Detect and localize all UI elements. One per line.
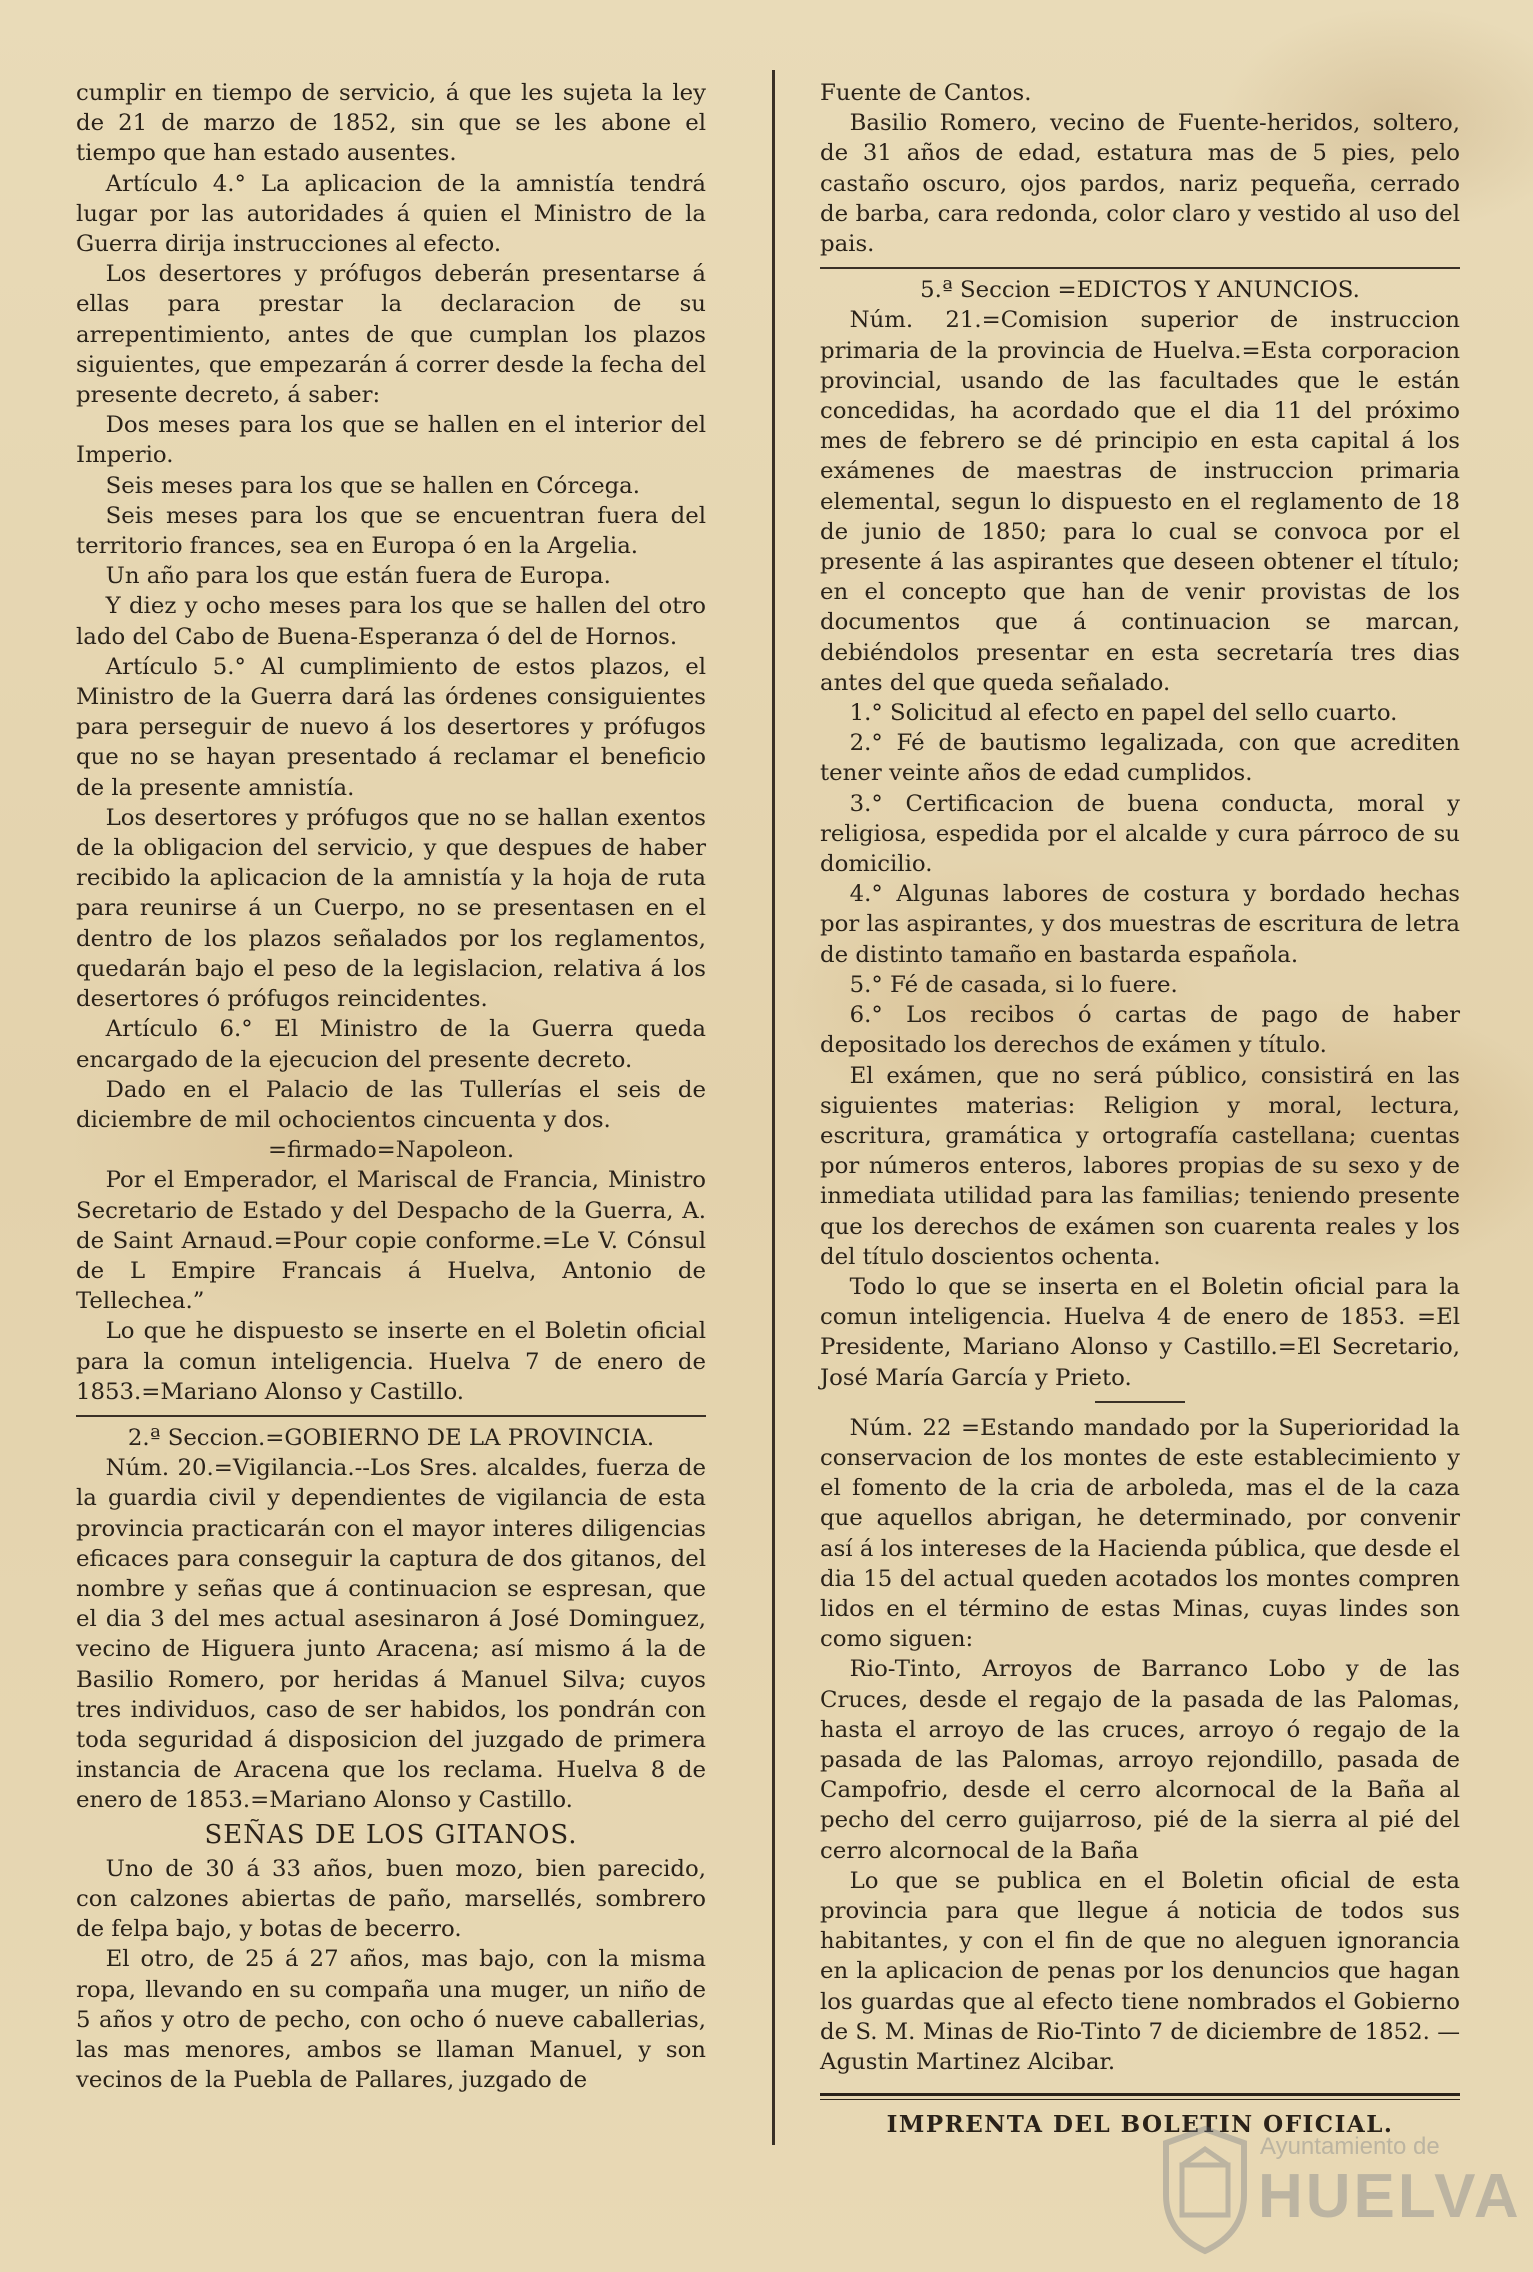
paragraph: Por el Emperador, el Mariscal de Francia, Ministro Secretario de Estado y del Despacho de la Guerra, A. de Saint Arnaud.=Pour copie conforme.=Le V. Cónsul de L Empire Francais á Huelva, Antonio de Tellechea.”	[76, 1167, 706, 1315]
section-heading: 2.ª Seccion.=GOBIERNO DE LA PROVINCIA.	[127, 1424, 655, 1451]
watermark-name: HUELVA	[1258, 2162, 1522, 2231]
watermark-label: Ayuntamiento de	[1260, 2133, 1440, 2160]
paragraph: cumplir en tiempo de servicio, á que les sujeta la ley de 21 de marzo de 1852, sin que se les abone el tiempo que han estado ausentes.	[76, 80, 706, 167]
paragraph: Núm. 20.=Vigilancia.--Los Sres. alcaldes, fuerza de la guardia civil y dependientes de vigilancia de esta provincia practicarán con el mayor interes diligencias eficaces para conseguir la captura de dos gitanos, del nombre y señas que á continuacion se espresan, que el dia 3 del mes actual asesinaron á José Dominguez, vecino de Higuera junto Aracena; así mismo á la de Basilio Romero, por heridas á Manuel Silva; cuyos tres individuos, caso de ser habidos, los pondrán con toda seguridad á disposicion del juzgado de primera instancia de Aracena que los reclama. Huelva 8 de enero de 1853.=Mariano Alonso y Castillo.	[76, 1455, 706, 1814]
paragraph: 6.° Los recibos ó cartas de pago de haber depositado los derechos de exámen y título.	[820, 1002, 1460, 1059]
section-rule	[76, 1415, 706, 1417]
paragraph: 4.° Algunas labores de costura y bordado hechas por las aspirantes, y dos muestras de escritura de letra de distinto tamaño en bastarda española.	[820, 881, 1460, 968]
printer-imprint: IMPRENTA DEL BOLETIN OFICIAL.	[886, 2111, 1394, 2139]
paragraph: 5.° Fé de casada, si lo fuere.	[849, 971, 1178, 998]
paragraph: Artículo 5.° Al cumplimiento de estos plazos, el Ministro de la Guerra dará las órdenes consiguientes para perseguir de nuevo á los desertores y prófugos que no se hayan presentado á reclamar el beneficio de la presente amnistía.	[76, 653, 706, 801]
municipal-shield-icon	[1160, 2125, 1250, 2255]
section-rule	[1095, 1401, 1185, 1403]
paragraph: Uno de 30 á 33 años, buen mozo, bien parecido, con calzones abiertas de paño, marsellés, sombrero de felpa bajo, y botas de becerro.	[76, 1855, 706, 1943]
paragraph: 2.° Fé de bautismo legalizada, con que acrediten tener veinte años de edad cumplidos.	[820, 730, 1460, 787]
section-rule	[820, 267, 1460, 269]
paragraph: Todo lo que se inserta en el Boletin oficial para la comun inteligencia. Huelva 4 de enero de 1853. =El Presidente, Mariano Alonso y Castillo.=El Secretario, José María García y Prieto.	[820, 1273, 1460, 1391]
section-heading: =firmado=Napoleon.	[267, 1137, 515, 1164]
section-title: SEÑAS DE LOS GITANOS.	[204, 1819, 578, 1850]
paragraph: El otro, de 25 á 27 años, mas bajo, con la misma ropa, llevando en su compaña una muger, un niño de 5 años y otro de pecho, con ocho ó nueve caballerias, las mas menores, ambos se llaman Manuel, y son vecinos de la Puebla de Pallares, juzgado de	[76, 1946, 706, 2094]
archive-watermark	[1150, 2125, 1520, 2260]
paragraph: Seis meses para los que se encuentran fuera del territorio frances, sea en Europa ó en la Argelia.	[76, 502, 706, 560]
left-column	[76, 78, 706, 2095]
section-rule	[820, 2093, 1460, 2100]
paragraph: Y diez y ocho meses para los que se hallen del otro lado del Cabo de Buena-Esperanza ó del de Hornos.	[76, 593, 706, 650]
paragraph: Artículo 6.° El Ministro de la Guerra queda encargado de la ejecucion del presente decreto.	[76, 1016, 706, 1073]
paragraph: El exámen, que no será público, consistirá en las siguientes materias: Religion y moral, lectura, escritura, gramática y ortografía castellana; cuentas por números enteros, labores propias de su sexo y de inmediata utilidad para las familias; teniendo presente que los derechos de exámen son cuarenta reales y los del título doscientos ochenta.	[820, 1062, 1460, 1270]
paragraph: Basilio Romero, vecino de Fuente-heridos, soltero, de 31 años de edad, estatura mas de 5 pies, pelo castaño oscuro, ojos pardos, nariz pequeña, cerrado de barba, cara redonda, color claro y vestido al uso del pais.	[820, 110, 1460, 258]
paragraph: Dado en el Palacio de las Tullerías el seis de diciembre de mil ochocientos cincuenta y dos.	[76, 1076, 706, 1133]
paragraph: Lo que he dispuesto se inserte en el Boletin oficial para la comun inteligencia. Huelva 7 de enero de 1853.=Mariano Alonso y Castillo.	[76, 1318, 706, 1405]
paragraph: Núm. 21.=Comision superior de instruccion primaria de la provincia de Huelva.=Esta corporacion provincial, usando de las facultades que le están concedidas, ha acordado que el dia 11 del próximo mes de febrero se dé principio en esta capital á los exámenes de maestras de instruccion primaria elemental, segun lo dispuesto en el reglamento de 18 de junio de 1850; para lo cual se convoca por el presente á las aspirantes que deseen obtener el título; en el concepto que han de venir provistas de los documentos que á continuacion se marcan, debiéndolos presentar en esta secretaría tres dias antes del que queda señalado.	[820, 307, 1460, 696]
paragraph: 1.° Solicitud al efecto en papel del sello cuarto.	[849, 700, 1398, 727]
paragraph: 3.° Certificacion de buena conducta, moral y religiosa, espedida por el alcalde y cura párroco de su domicilio.	[820, 790, 1460, 878]
section-heading: 5.ª Seccion =EDICTOS Y ANUNCIOS.	[920, 277, 1360, 304]
paragraph: Un año para los que están fuera de Europa.	[105, 563, 611, 590]
paragraph: Los desertores y prófugos deberán presentarse á ellas para prestar la declaracion de su arrepentimiento, antes de que cumplan los plazos siguientes, que empezarán á correr desde la fecha del presente decreto, á saber:	[76, 261, 706, 409]
paragraph: Núm. 22 =Estando mandado por la Superioridad la conservacion de los montes de este establecimiento y el fomento de la cria de arboleda, mas el de la caza que aquellos abrigan, he determinado, por convenir así á los intereses de la Hacienda pública, que desde el dia 15 del actual queden acotados los montes compren lidos en el término de estas Minas, cuyas lindes son como siguen:	[820, 1414, 1460, 1653]
paragraph: Rio-Tinto, Arroyos de Barranco Lobo y de las Cruces, desde el regajo de la pasada de las Palomas, hasta el arroyo de las cruces, arroyo ó regajo de la pasada de las Palomas, arroyo rejondillo, pasada de Campofrio, desde el cerro alcornocal de la Baña al pecho del cerro guijarroso, pié de la sierra al pié del cerro alcornocal de la Baña	[820, 1656, 1460, 1864]
column-divider	[772, 70, 775, 2145]
paragraph: Seis meses para los que se hallen en Córcega.	[105, 472, 640, 499]
right-column	[820, 78, 1460, 2140]
paragraph: Fuente de Cantos.	[820, 80, 1032, 106]
paragraph: Dos meses para los que se hallen en el interior del Imperio.	[76, 412, 706, 469]
paragraph: Los desertores y prófugos que no se hallan exentos de la obligacion del servicio, y que despues de haber recibido la aplicacion de la amnistía y la hoja de ruta para reunirse á un Cuerpo, no se presentasen en el dentro de los plazos señalados por los reglamentos, quedarán bajo el peso de la legislacion, relativa á los desertores ó prófugos reincidentes.	[76, 804, 706, 1013]
paragraph: Artículo 4.° La aplicacion de la amnistía tendrá lugar por las autoridades á quien el Ministro de la Guerra dirija instrucciones al efecto.	[76, 170, 706, 258]
paragraph: Lo que se publica en el Boletin oficial de esta provincia para que llegue á noticia de todos sus habitantes, y con el fin de que no aleguen ignorancia en la aplicacion de penas por los denuncios que hagan los guardas que al efecto tiene nombrados el Gobierno de S. M. Minas de Rio-Tinto 7 de diciembre de 1852. —Agustin Martinez Alcibar.	[820, 1867, 1460, 2075]
